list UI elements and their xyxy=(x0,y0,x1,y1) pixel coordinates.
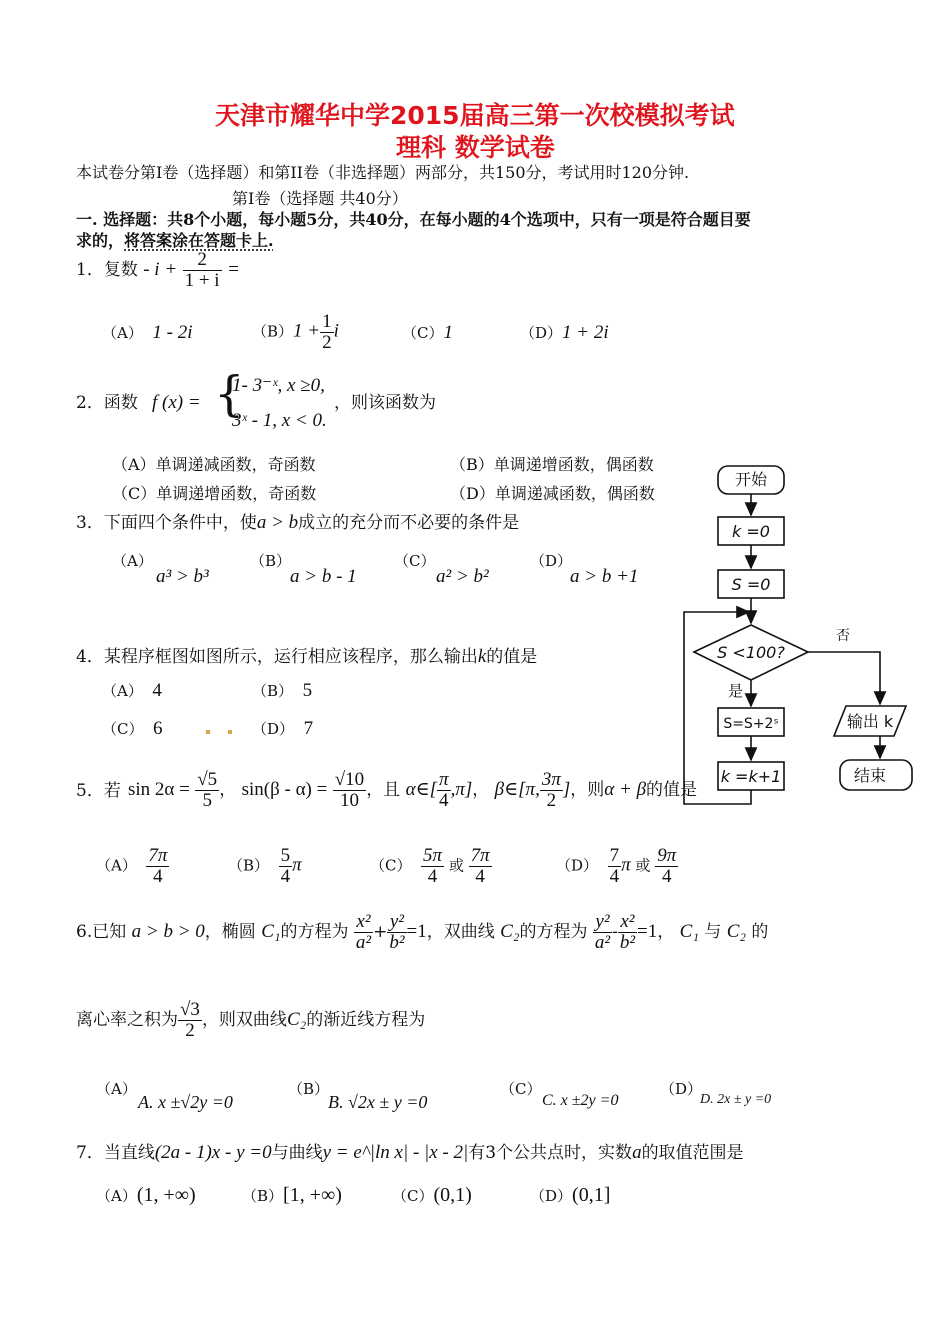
flow-no-label: 否 xyxy=(836,628,850,644)
q6-option-b-label[interactable]: （B） xyxy=(288,1080,330,1098)
q6-option-c-label[interactable]: （C） xyxy=(500,1080,542,1098)
q1-option-a[interactable]: （A） 1 - 2i xyxy=(102,322,193,343)
q2-fx: f (x) = xyxy=(152,392,201,413)
q5-option-b[interactable]: （B） $\frac{5}{4}$ π xyxy=(228,845,302,887)
q3-option-c-text: a² > b² xyxy=(436,566,489,587)
q6-option-a-label[interactable]: （A） xyxy=(96,1080,137,1098)
q1-option-d[interactable]: （D）1 + 2i xyxy=(520,322,609,343)
q4-option-a[interactable]: （A） 4 xyxy=(102,680,162,701)
question-6-line2: 离心率之积为 $\frac{√3}{2}$ ，则双曲线C₂的渐近线方程为 xyxy=(76,999,426,1041)
q6-option-a-text: A. x ±√2y =0 xyxy=(138,1092,233,1112)
flow-yes-label: 是 xyxy=(728,682,744,700)
question-6-line1: 6.已知 a > b > 0，椭圆 C₁的方程为 $\frac{\text{x²}}{\text{a²}}$ + $\frac{\text{y²}}{\text{b²}}$ =1，双曲线 C₂的方程为 $\frac{\text{y²}}{\text{a²}}$ - $\frac{\text{x²}}{\text{b²}}$ =1， C₁ 与 C₂ 的 xyxy=(76,911,769,953)
flow-update-k-label: k =k+1 xyxy=(720,767,782,786)
q6-option-d-label[interactable]: （D） xyxy=(660,1080,703,1098)
q7-option-b[interactable]: （B）[1, +∞) xyxy=(242,1184,342,1206)
flow-init-k-label: k =0 xyxy=(732,522,770,541)
q2-option-b[interactable]: （B）单调递增函数，偶函数 xyxy=(450,455,654,474)
question-3: 3．下面四个条件中，使a > b成立的充分而不必要的条件是 xyxy=(76,512,520,533)
q2-option-d[interactable]: （D）单调递减函数，偶函数 xyxy=(450,484,655,503)
question-1: 1．复数 - i + $\frac{2}{1 + i}$ = xyxy=(76,249,240,291)
flow-init-s-label: S =0 xyxy=(731,575,771,594)
q3-option-b-label[interactable]: （B） xyxy=(250,552,292,570)
flow-start-label: 开始 xyxy=(734,470,768,489)
q2-case-1: 1- 3⁻ˣ, x ≥0, xyxy=(232,375,325,396)
question-2-stem: 2．函数 xyxy=(76,393,138,413)
fraction: $\frac{2}{1 + i}$ xyxy=(184,249,220,291)
q3-option-b-text: a > b - 1 xyxy=(290,566,357,587)
part1-heading: 第I卷（选择题 共40分） xyxy=(232,189,408,208)
question-7: 7．当直线(2a - 1)x - y =0与曲线y = e^|ln x| - |x - 2|有3个公共点时，实数a的取值范围是 xyxy=(76,1142,744,1163)
q7-option-c[interactable]: （C）(0,1) xyxy=(392,1184,472,1206)
flow-end-label: 结束 xyxy=(853,766,887,785)
q1-option-c[interactable]: （C）1 xyxy=(402,322,453,343)
q2-tail: ，则该函数为 xyxy=(334,393,436,413)
exam-intro: 本试卷分第I卷（选择题）和第II卷（非选择题）两部分，共150分，考试用时120分钟. xyxy=(76,163,690,182)
q7-option-d[interactable]: （D）(0,1] xyxy=(530,1184,611,1206)
question-5-expr: sin 2α = $\frac{√5}{5}$ ， sin(β - α) = $\frac{√10}{10}$ ，且 α∈[ $\frac{\pi}{4}$ ,π]， β∈[π, $\frac{3\pi}{2}$ ]，则α + β的值是 xyxy=(128,769,698,811)
q4-option-c[interactable]: （C） 6 xyxy=(102,718,163,739)
q3-option-d-text: a > b +1 xyxy=(570,566,639,587)
q6-option-d-text: D. 2x ± y =0 xyxy=(700,1092,772,1107)
q2-case-2: 3ˣ - 1, x < 0. xyxy=(232,410,327,431)
q2-brace: { xyxy=(214,366,245,422)
q6-option-c-text: C. x ±2y =0 xyxy=(542,1092,619,1109)
q5-option-a[interactable]: （A） $\frac{7\pi}{4}$ xyxy=(96,845,168,887)
q3-option-c-label[interactable]: （C） xyxy=(394,552,436,570)
q7-option-a[interactable]: （A）(1, +∞) xyxy=(96,1184,196,1206)
flow-update-s-label: S=S+2ˢ xyxy=(723,716,779,732)
q2-option-a[interactable]: （A）单调递减函数，奇函数 xyxy=(112,455,316,474)
flow-condition-label: S <100? xyxy=(717,643,785,662)
q3-option-a-text: a³ > b³ xyxy=(156,566,209,587)
q6-option-b-text: B. √2x ± y =0 xyxy=(328,1092,428,1112)
q1-option-b[interactable]: （B）1 + $\frac{1}{2}$ i xyxy=(252,311,339,353)
exam-subtitle: 理科 数学试卷 xyxy=(396,133,555,162)
section-heading-line1: 一. 选择题：共8个小题，每小题5分，共40分，在每小题的4个选项中，只有一项是符合题目要 xyxy=(76,210,751,229)
section-heading-line2: 求的，将答案涂在答题卡上. xyxy=(76,231,274,250)
q3-option-a-label[interactable]: （A） xyxy=(112,552,153,570)
question-5-num: 5．若 xyxy=(76,781,121,801)
q5-option-d[interactable]: （D） $\frac{7}{4}$ π 或 $\frac{9\pi}{4}$ xyxy=(556,845,677,887)
q5-option-c[interactable]: （C） $\frac{5\pi}{4}$ 或 $\frac{7\pi}{4}$ xyxy=(370,845,490,887)
q2-option-c[interactable]: （C）单调递增函数，奇函数 xyxy=(112,484,317,503)
flow-output-label: 输出 k xyxy=(846,712,894,731)
q4-option-b[interactable]: （B） 5 xyxy=(252,680,313,701)
question-4: 4．某程序框图如图所示，运行相应该程序，那么输出k的值是 xyxy=(76,646,538,667)
q3-option-d-label[interactable]: （D） xyxy=(530,552,573,570)
exam-title: 天津市耀华中学2015届高三第一次校模拟考试 xyxy=(215,101,735,130)
q4-option-d[interactable]: （D） 7 xyxy=(252,718,314,739)
